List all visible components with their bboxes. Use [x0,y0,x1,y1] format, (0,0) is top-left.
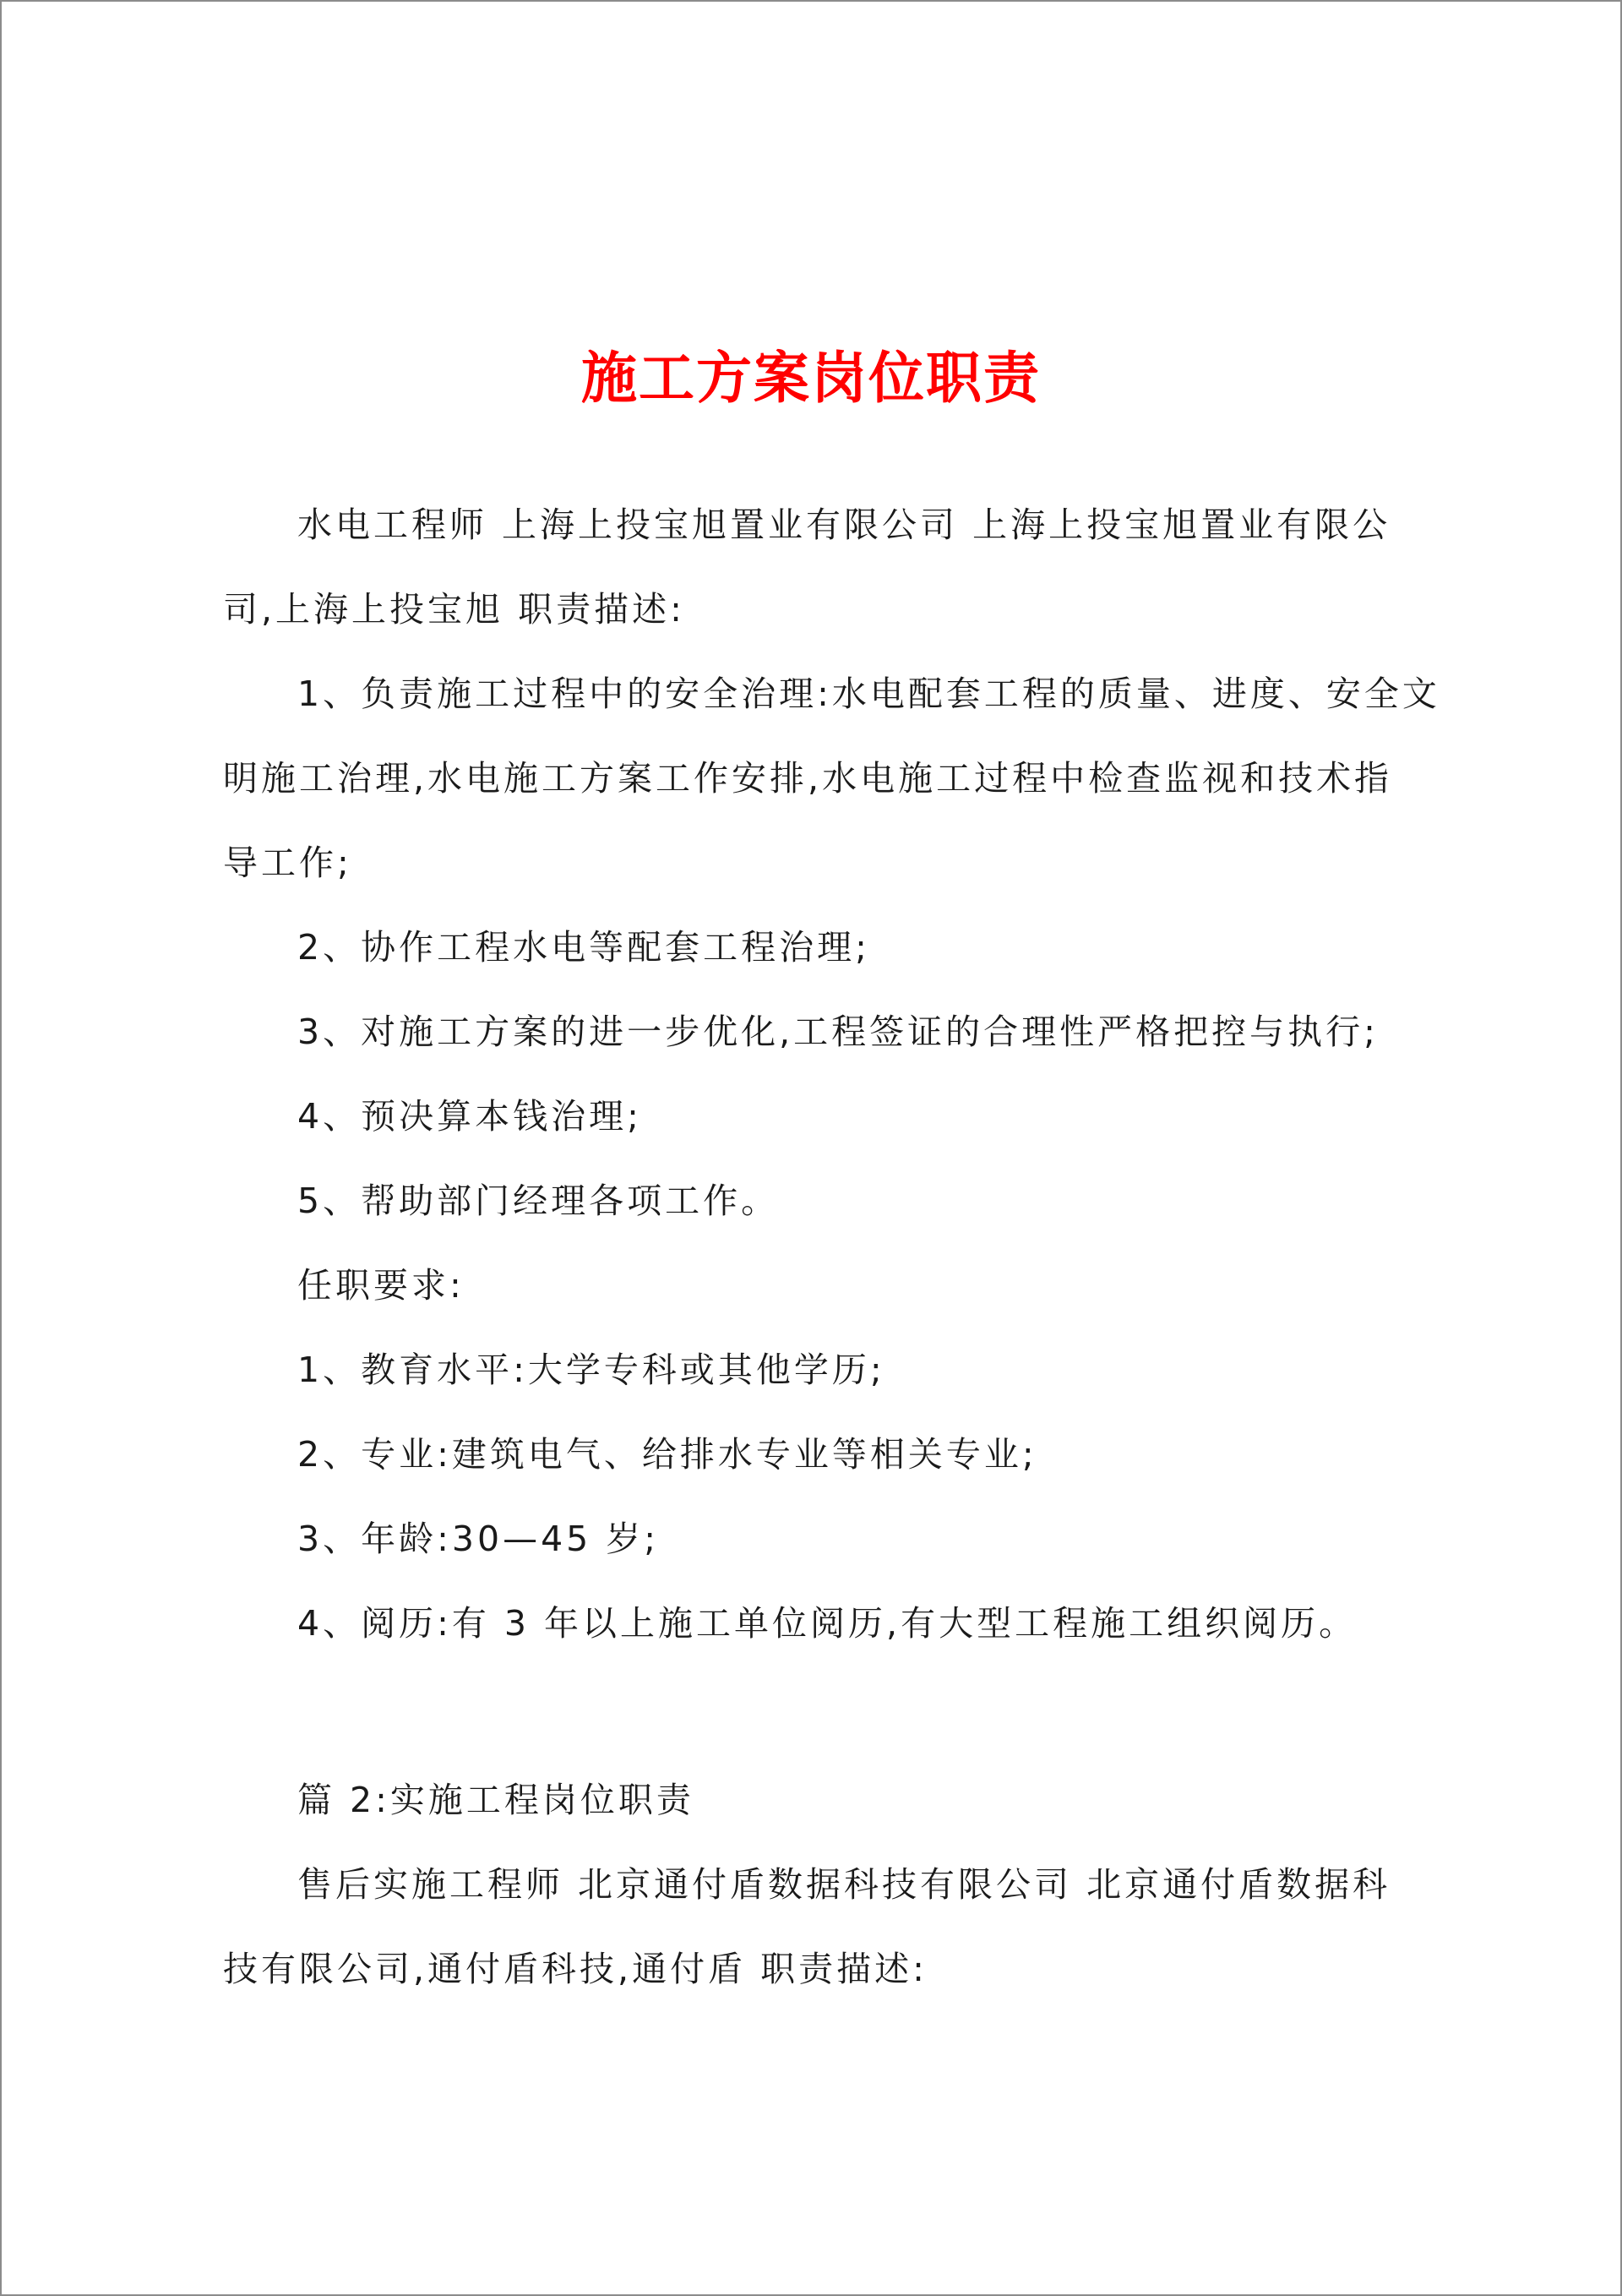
section-heading: 篇 2:实施工程岗位职责 [297,1780,694,1820]
paragraph-line: 3、年龄:30—45 岁; [297,1519,660,1559]
paragraph-line: 售后实施工程师 北京通付盾数据科技有限公司 北京通付盾数据科 [297,1864,1391,1905]
paragraph-line: 司,上海上投宝旭 职责描述: [223,589,685,630]
paragraph-line: 1、负责施工过程中的安全治理:水电配套工程的质量、进度、安全文 [297,674,1440,714]
paragraph-line: 4、阅历:有 3 年以上施工单位阅历,有大型工程施工组织阅历。 [297,1603,1358,1644]
document-title: 施工方案岗位职责 [581,345,1041,411]
paragraph-line: 技有限公司,通付盾科技,通付盾 职责描述: [223,1949,928,1989]
paragraph-line: 4、预决算本钱治理; [297,1096,642,1137]
paragraph-line: 2、专业:建筑电气、给排水专业等相关专业; [297,1434,1037,1475]
paragraph-line: 1、教育水平:大学专科或其他学历; [297,1350,885,1390]
paragraph-line: 水电工程师 上海上投宝旭置业有限公司 上海上投宝旭置业有限公 [297,504,1391,545]
paragraph-line: 3、对施工方案的进一步优化,工程签证的合理性严格把控与执行; [297,1012,1379,1052]
paragraph-line: 明施工治理,水电施工方案工作安排,水电施工过程中检查监视和技术指 [223,758,1393,799]
paragraph-line: 导工作; [223,843,352,883]
paragraph-line: 5、帮助部门经理各项工作。 [297,1181,780,1221]
paragraph-line: 任职要求: [297,1265,465,1306]
paragraph-line: 2、协作工程水电等配套工程治理; [297,927,870,968]
